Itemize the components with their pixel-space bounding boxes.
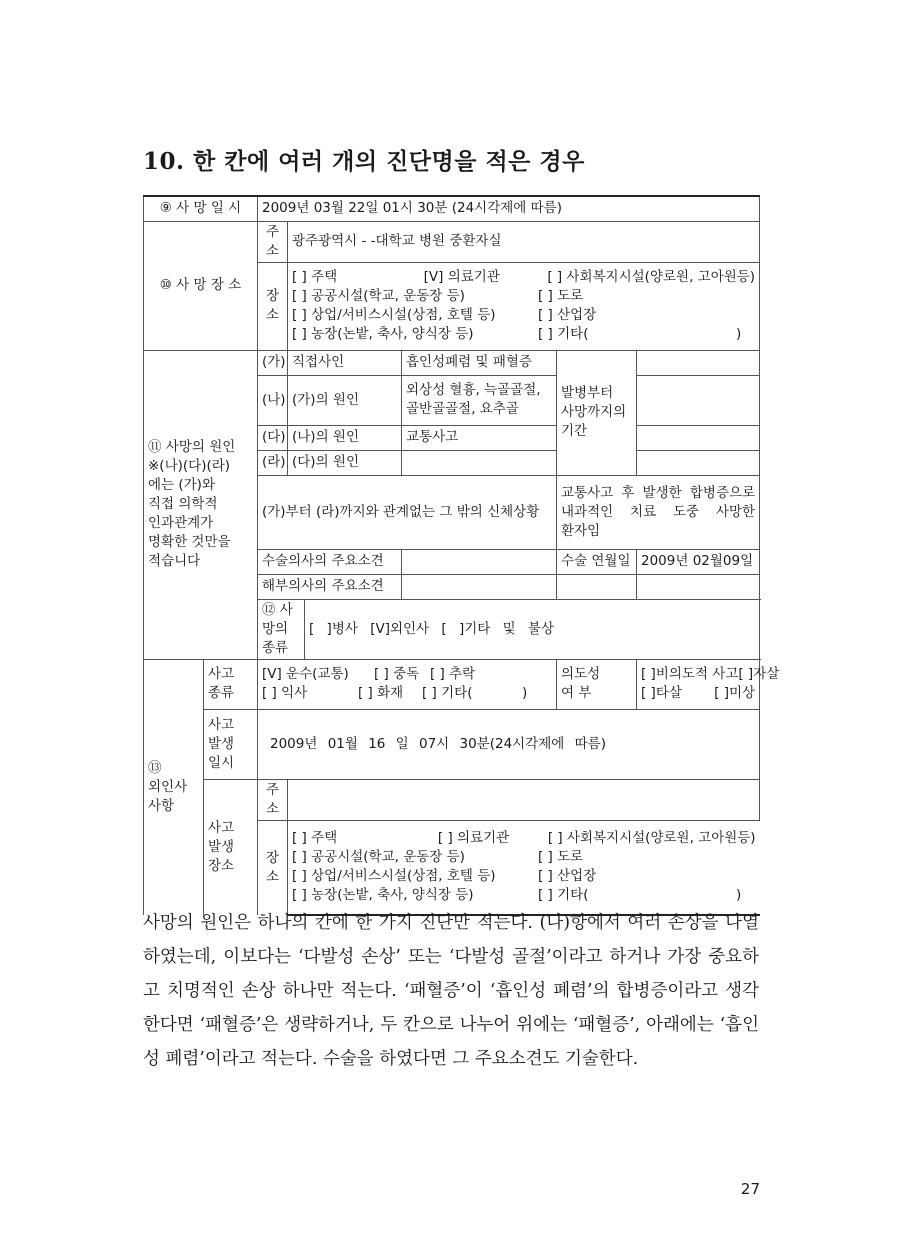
cause-code-b: (나) (258, 375, 288, 425)
accident-type-label: 사고 종류 (204, 659, 258, 709)
cause-value-d (402, 450, 557, 475)
surgeon-findings-label: 수술의사의 주요소견 (258, 549, 402, 574)
cause-desc-d: (다)의 원인 (288, 450, 402, 475)
death-time-label: ⑨ 사 망 일 시 (144, 196, 258, 221)
accident-address-label: 주소 (258, 779, 288, 820)
other-condition-label: (가)부터 (라)까지와 관계없는 그 밖의 신체상황 (258, 475, 557, 549)
accident-time-value: 2009년 01월 16 일 07시 30분(24시각제에 따름) (258, 709, 760, 779)
accident-type-options: [V] 운수(교통) [ ] 중독 [ ] 추락 [ ] 익사 [ ] 화재 [ ] 기타( ) (258, 659, 557, 709)
duration-label: 발병부터 사망까지의 기간 (557, 350, 637, 475)
accident-address-value (288, 779, 760, 820)
surgeon-findings-value (402, 549, 557, 574)
place-option-line: [ ] 상업/서비스시설(상점, 호텔 등) [ ] 산업장 (292, 307, 597, 323)
duration-value-c (637, 425, 760, 450)
surgery-date-label: 수술 연월일 (557, 549, 637, 574)
death-place-label: ⑩ 사 망 장 소 (144, 221, 258, 350)
cause-code-c: (다) (258, 425, 288, 450)
cause-code-a: (가) (258, 350, 288, 375)
accident-place-options: [ ] 주택 [ ] 의료기관 [ ] 사회복지시설(양로원, 고아원등) [ ] 공공시설(학교, 운동장 등) [ ] 도로 [ ] 상업/서비스시설(상점, 호텔 등) [ ] 산업장 [ ] 농장(논밭, 축사, 양식장 등) [ ] 기타( ) (288, 820, 760, 915)
page-number: 27 (740, 1180, 760, 1198)
death-certificate-form (143, 195, 780, 916)
place-option-line: [ ] 주택 [V] 의료기관 [ ] 사회복지시설(양로원, 고아원등) (292, 269, 756, 285)
duration-value-d (637, 450, 760, 475)
autopsy-extra-b (637, 574, 760, 599)
external-cause-label: ⑬ 외인사 사항 (144, 659, 204, 915)
body-paragraph: 사망의 원인은 하나의 칸에 한 가지 진단만 적는다. (나)항에서 여러 손상을 나열하였는데, 이보다는 ‘다발성 손상’ 또는 ‘다발성 골절’이라고 하거나 가장 중요하고 치명적인 손상 하나만 적는다. ‘패혈증’이 ‘흡인성 폐렴’의 합병증이라고 생각한다면 ‘패혈증’은 생략하거나, 두 칸으로 나누어 위에는 ‘패혈증’, 아래에는 ‘흡인성 폐렴’이라고 적는다. 수술을 하였다면 그 주요소견도 기술한다. (143, 913, 759, 1069)
intent-options: [ ]비의도적 사고 [ ]자살 [ ]타살 [ ]미상 (637, 659, 760, 709)
surgery-date-value: 2009년 02월09일 (637, 549, 760, 574)
death-type-label: ⑫ 사망의 종류 (258, 599, 305, 659)
death-place-address-label: 주소 (258, 221, 288, 262)
page-title: 10. 한 칸에 여러 개의 진단명을 적은 경우 (143, 148, 585, 175)
cause-value-b: 외상성 혈흉, 늑골골절, 골반골골절, 요추골 (402, 375, 557, 425)
accident-time-label: 사고 발생 일시 (204, 709, 258, 779)
autopsy-extra-a (557, 574, 637, 599)
accident-place-label: 사고 발생 장소 (204, 779, 258, 915)
cause-value-c: 교통사고 (402, 425, 557, 450)
cause-desc-c: (나)의 원인 (288, 425, 402, 450)
death-time-value: 2009년 03월 22일 01시 30분 (24시각제에 따름) (258, 196, 760, 221)
cause-value-a: 흡인성폐렴 및 패혈증 (402, 350, 557, 375)
cause-code-d: (라) (258, 450, 288, 475)
other-condition-value: 교통사고 후 발생한 합병증으로 내과적인 치료 도중 사망한 환자임 (557, 475, 760, 549)
accident-place-place-label: 장소 (258, 820, 288, 915)
intent-label: 의도성 여 부 (557, 659, 637, 709)
autopsy-findings-value (402, 574, 557, 599)
death-place-address-value: 광주광역시 - -대학교 병원 중환자실 (288, 221, 760, 262)
place-option-line: [ ] 공공시설(학교, 운동장 등) [ ] 도로 (292, 288, 584, 304)
duration-value-b (637, 375, 760, 425)
cause-desc-a: 직접사인 (288, 350, 402, 375)
death-place-place-label: 장소 (258, 262, 288, 350)
cause-desc-b: (가)의 원인 (288, 375, 402, 425)
autopsy-findings-label: 해부의사의 주요소견 (258, 574, 402, 599)
death-place-options (288, 262, 760, 350)
death-type-value: [ ]병사 [V]외인사 [ ]기타 및 불상 (305, 599, 760, 659)
cause-label: ⑪ 사망의 원인 ※(나)(다)(라) 에는 (가)와 직접 의학적 인과관계가 명확한 것만을 적습니다 (144, 350, 258, 659)
place-option-line: [ ] 농장(논밭, 축사, 양식장 등) [ ] 기타( ) (292, 326, 742, 342)
duration-value-a (637, 350, 760, 375)
